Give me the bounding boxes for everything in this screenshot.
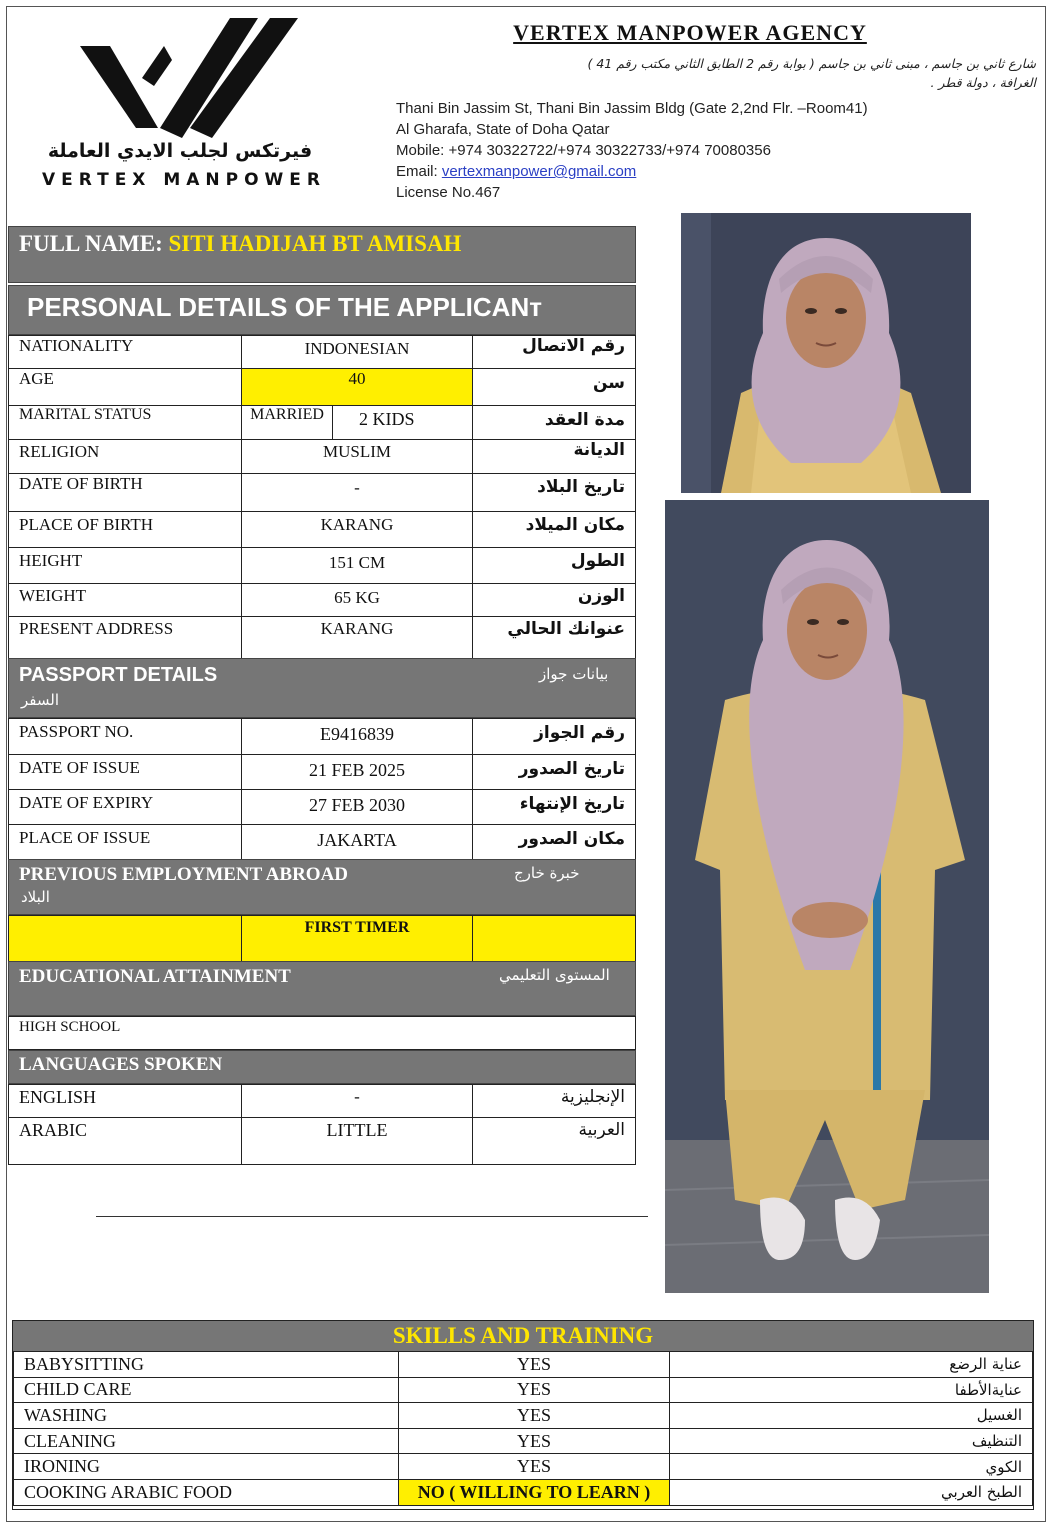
row-label: DATE OF BIRTH <box>9 474 242 512</box>
table-row <box>9 617 636 659</box>
signature-line <box>96 1216 648 1217</box>
skill-arabic: عنايةالأطفا <box>670 1377 1033 1403</box>
row-arabic: الإنجليزية <box>473 1085 636 1118</box>
employment-table <box>8 915 636 962</box>
table-row <box>9 440 636 474</box>
table-row <box>9 1118 636 1165</box>
row-value: 27 FEB 2030 <box>242 790 473 825</box>
languages-header <box>8 1050 636 1084</box>
table-row <box>9 1085 636 1118</box>
full-name-bar <box>8 226 636 283</box>
employment-empty-cell <box>9 916 242 962</box>
skill-value: YES <box>399 1428 670 1454</box>
table-row <box>9 336 636 369</box>
passport-title-arabic-2: السفر <box>21 691 59 709</box>
skill-value: NO ( WILLING TO LEARN ) <box>399 1479 670 1505</box>
row-label: MARITAL STATUS <box>9 406 242 440</box>
row-label: ARABIC <box>9 1118 242 1165</box>
email-line <box>396 161 868 182</box>
logo-english-text: VERTEX MANPOWER <box>42 170 326 190</box>
table-row <box>9 548 636 584</box>
table-row <box>9 584 636 617</box>
personal-details-title: PERSONAL DETAILS OF THE APPLICANт <box>27 292 542 322</box>
passport-title-arabic: بيانات جواز <box>539 665 609 683</box>
skill-arabic: الطبخ العربي <box>670 1479 1033 1505</box>
education-title-arabic: المستوى التعليمي <box>499 966 610 984</box>
skill-arabic: عناية الرضع <box>670 1352 1033 1378</box>
row-arabic: رقم الاتصال <box>473 336 636 369</box>
address-arabic-line2: الغرافة ، دولة قطر . <box>930 75 1036 90</box>
row-label: DATE OF ISSUE <box>9 755 242 790</box>
education-title: EDUCATIONAL ATTAINMENT <box>19 966 291 987</box>
agency-name: VERTEX MANPOWER AGENCY <box>513 20 867 45</box>
table-row <box>14 1454 1033 1480</box>
address-english <box>396 98 868 203</box>
row-arabic: تاريخ الصدور <box>473 755 636 790</box>
address-arabic <box>396 54 1036 92</box>
skills-title: SKILLS AND TRAINING <box>392 1323 654 1348</box>
row-label: RELIGION <box>9 440 242 474</box>
license-number: License No.467 <box>396 184 501 201</box>
personal-details-table <box>8 335 636 659</box>
row-value: - <box>242 474 473 512</box>
mobile-numbers: Mobile: +974 30322722/+974 30322733/+974 70080356 <box>396 142 771 159</box>
row-arabic: رقم الجواز <box>473 719 636 755</box>
education-header <box>8 961 636 1016</box>
skill-value: YES <box>399 1377 670 1403</box>
skill-label: COOKING ARABIC FOOD <box>14 1479 399 1505</box>
row-label: PASSPORT NO. <box>9 719 242 755</box>
email-link[interactable]: vertexmanpower@gmail.com <box>441 163 637 180</box>
row-arabic: تاريخ الإنتهاء <box>473 790 636 825</box>
skills-table <box>12 1320 1034 1510</box>
table-row <box>14 1377 1033 1403</box>
skill-label: IRONING <box>14 1454 399 1480</box>
education-value: HIGH SCHOOL <box>8 1016 636 1050</box>
row-arabic: سن <box>473 369 636 406</box>
skill-arabic: الغسيل <box>670 1403 1033 1429</box>
address-line2: Al Gharafa, State of Doha Qatar <box>396 121 610 138</box>
row-value: 151 CM <box>242 548 473 584</box>
passport-details-header <box>8 658 636 718</box>
row-label: PLACE OF BIRTH <box>9 512 242 548</box>
vertex-logo-icon <box>80 18 300 138</box>
row-value: 21 FEB 2025 <box>242 755 473 790</box>
row-label: WEIGHT <box>9 584 242 617</box>
row-arabic: الديانة <box>473 440 636 474</box>
row-label: PLACE OF ISSUE <box>9 825 242 860</box>
table-row <box>9 369 636 406</box>
employment-empty-cell <box>473 916 636 962</box>
row-value: INDONESIAN <box>242 336 473 369</box>
table-row <box>9 755 636 790</box>
skill-value: YES <box>399 1352 670 1378</box>
employment-value: FIRST TIMER <box>242 916 473 962</box>
row-arabic: الطول <box>473 548 636 584</box>
applicant-full-body-photo <box>665 500 989 1293</box>
employment-title-arabic: خبرة خارج <box>514 864 580 882</box>
row-arabic: عنوانك الحالي <box>473 617 636 659</box>
employment-title-arabic-2: البلاد <box>21 888 50 906</box>
row-arabic: مكان الميلاد <box>473 512 636 548</box>
row-label: HEIGHT <box>9 548 242 584</box>
employment-title: PREVIOUS EMPLOYMENT ABROAD <box>19 864 349 885</box>
skill-label: WASHING <box>14 1403 399 1429</box>
languages-title: LANGUAGES SPOKEN <box>19 1054 223 1075</box>
row-label: PRESENT ADDRESS <box>9 617 242 659</box>
row-value: LITTLE <box>242 1118 473 1165</box>
row-value: MUSLIM <box>242 440 473 474</box>
skill-arabic: الكوي <box>670 1454 1033 1480</box>
row-value: KARANG <box>242 512 473 548</box>
table-row <box>9 790 636 825</box>
logo-arabic-text: فيرتكس لجلب الايدي العاملة <box>47 140 313 162</box>
skill-label: CHILD CARE <box>14 1377 399 1403</box>
skill-value: YES <box>399 1454 670 1480</box>
previous-employment-header <box>8 859 636 915</box>
marital-status-cell <box>242 406 473 440</box>
table-row <box>9 474 636 512</box>
table-row <box>9 406 636 440</box>
row-arabic: العربية <box>473 1118 636 1165</box>
table-row <box>14 1403 1033 1429</box>
full-name-label: FULL NAME: <box>19 231 169 256</box>
table-row <box>14 1352 1033 1378</box>
address-line1: Thani Bin Jassim St, Thani Bin Jassim Bldg (Gate 2,2nd Flr. –Room41) <box>396 100 868 117</box>
skills-rows <box>13 1351 1033 1506</box>
passport-title: PASSPORT DETAILS <box>19 664 218 686</box>
row-value: 40 <box>242 369 473 406</box>
skills-header <box>13 1321 1033 1351</box>
marital-value: MARRIED <box>242 406 333 439</box>
row-value: 65 KG <box>242 584 473 617</box>
row-value: JAKARTA <box>242 825 473 860</box>
table-row <box>9 719 636 755</box>
row-label: ENGLISH <box>9 1085 242 1118</box>
email-label: Email: <box>396 163 442 180</box>
kids-value: 2 KIDS <box>359 409 415 429</box>
passport-details-table <box>8 718 636 860</box>
table-row <box>9 916 636 962</box>
address-arabic-line1: شارع ثاني بن جاسم ، مبنى ثاني بن جاسم ( بوابة رقم 2 الطابق الثاني مكتب رقم 41 ) <box>587 56 1036 71</box>
skill-arabic: التنظيف <box>670 1428 1033 1454</box>
row-label: DATE OF EXPIRY <box>9 790 242 825</box>
table-row <box>14 1479 1033 1505</box>
personal-details-header <box>8 285 636 335</box>
row-arabic: مدة العقد <box>473 406 636 440</box>
table-row <box>9 825 636 860</box>
row-value: E9416839 <box>242 719 473 755</box>
skill-value: YES <box>399 1403 670 1429</box>
row-arabic: الوزن <box>473 584 636 617</box>
row-label: NATIONALITY <box>9 336 242 369</box>
languages-table <box>8 1084 636 1165</box>
table-row <box>9 512 636 548</box>
row-arabic: تاريخ البلاد <box>473 474 636 512</box>
row-label: AGE <box>9 369 242 406</box>
full-name-value: SITI HADIJAH BT AMISAH <box>168 231 462 256</box>
skill-label: CLEANING <box>14 1428 399 1454</box>
row-value: KARANG <box>242 617 473 659</box>
table-row <box>14 1428 1033 1454</box>
row-arabic: مكان الصدور <box>473 825 636 860</box>
applicant-portrait-photo <box>681 213 971 493</box>
skill-label: BABYSITTING <box>14 1352 399 1378</box>
row-value: - <box>242 1085 473 1118</box>
